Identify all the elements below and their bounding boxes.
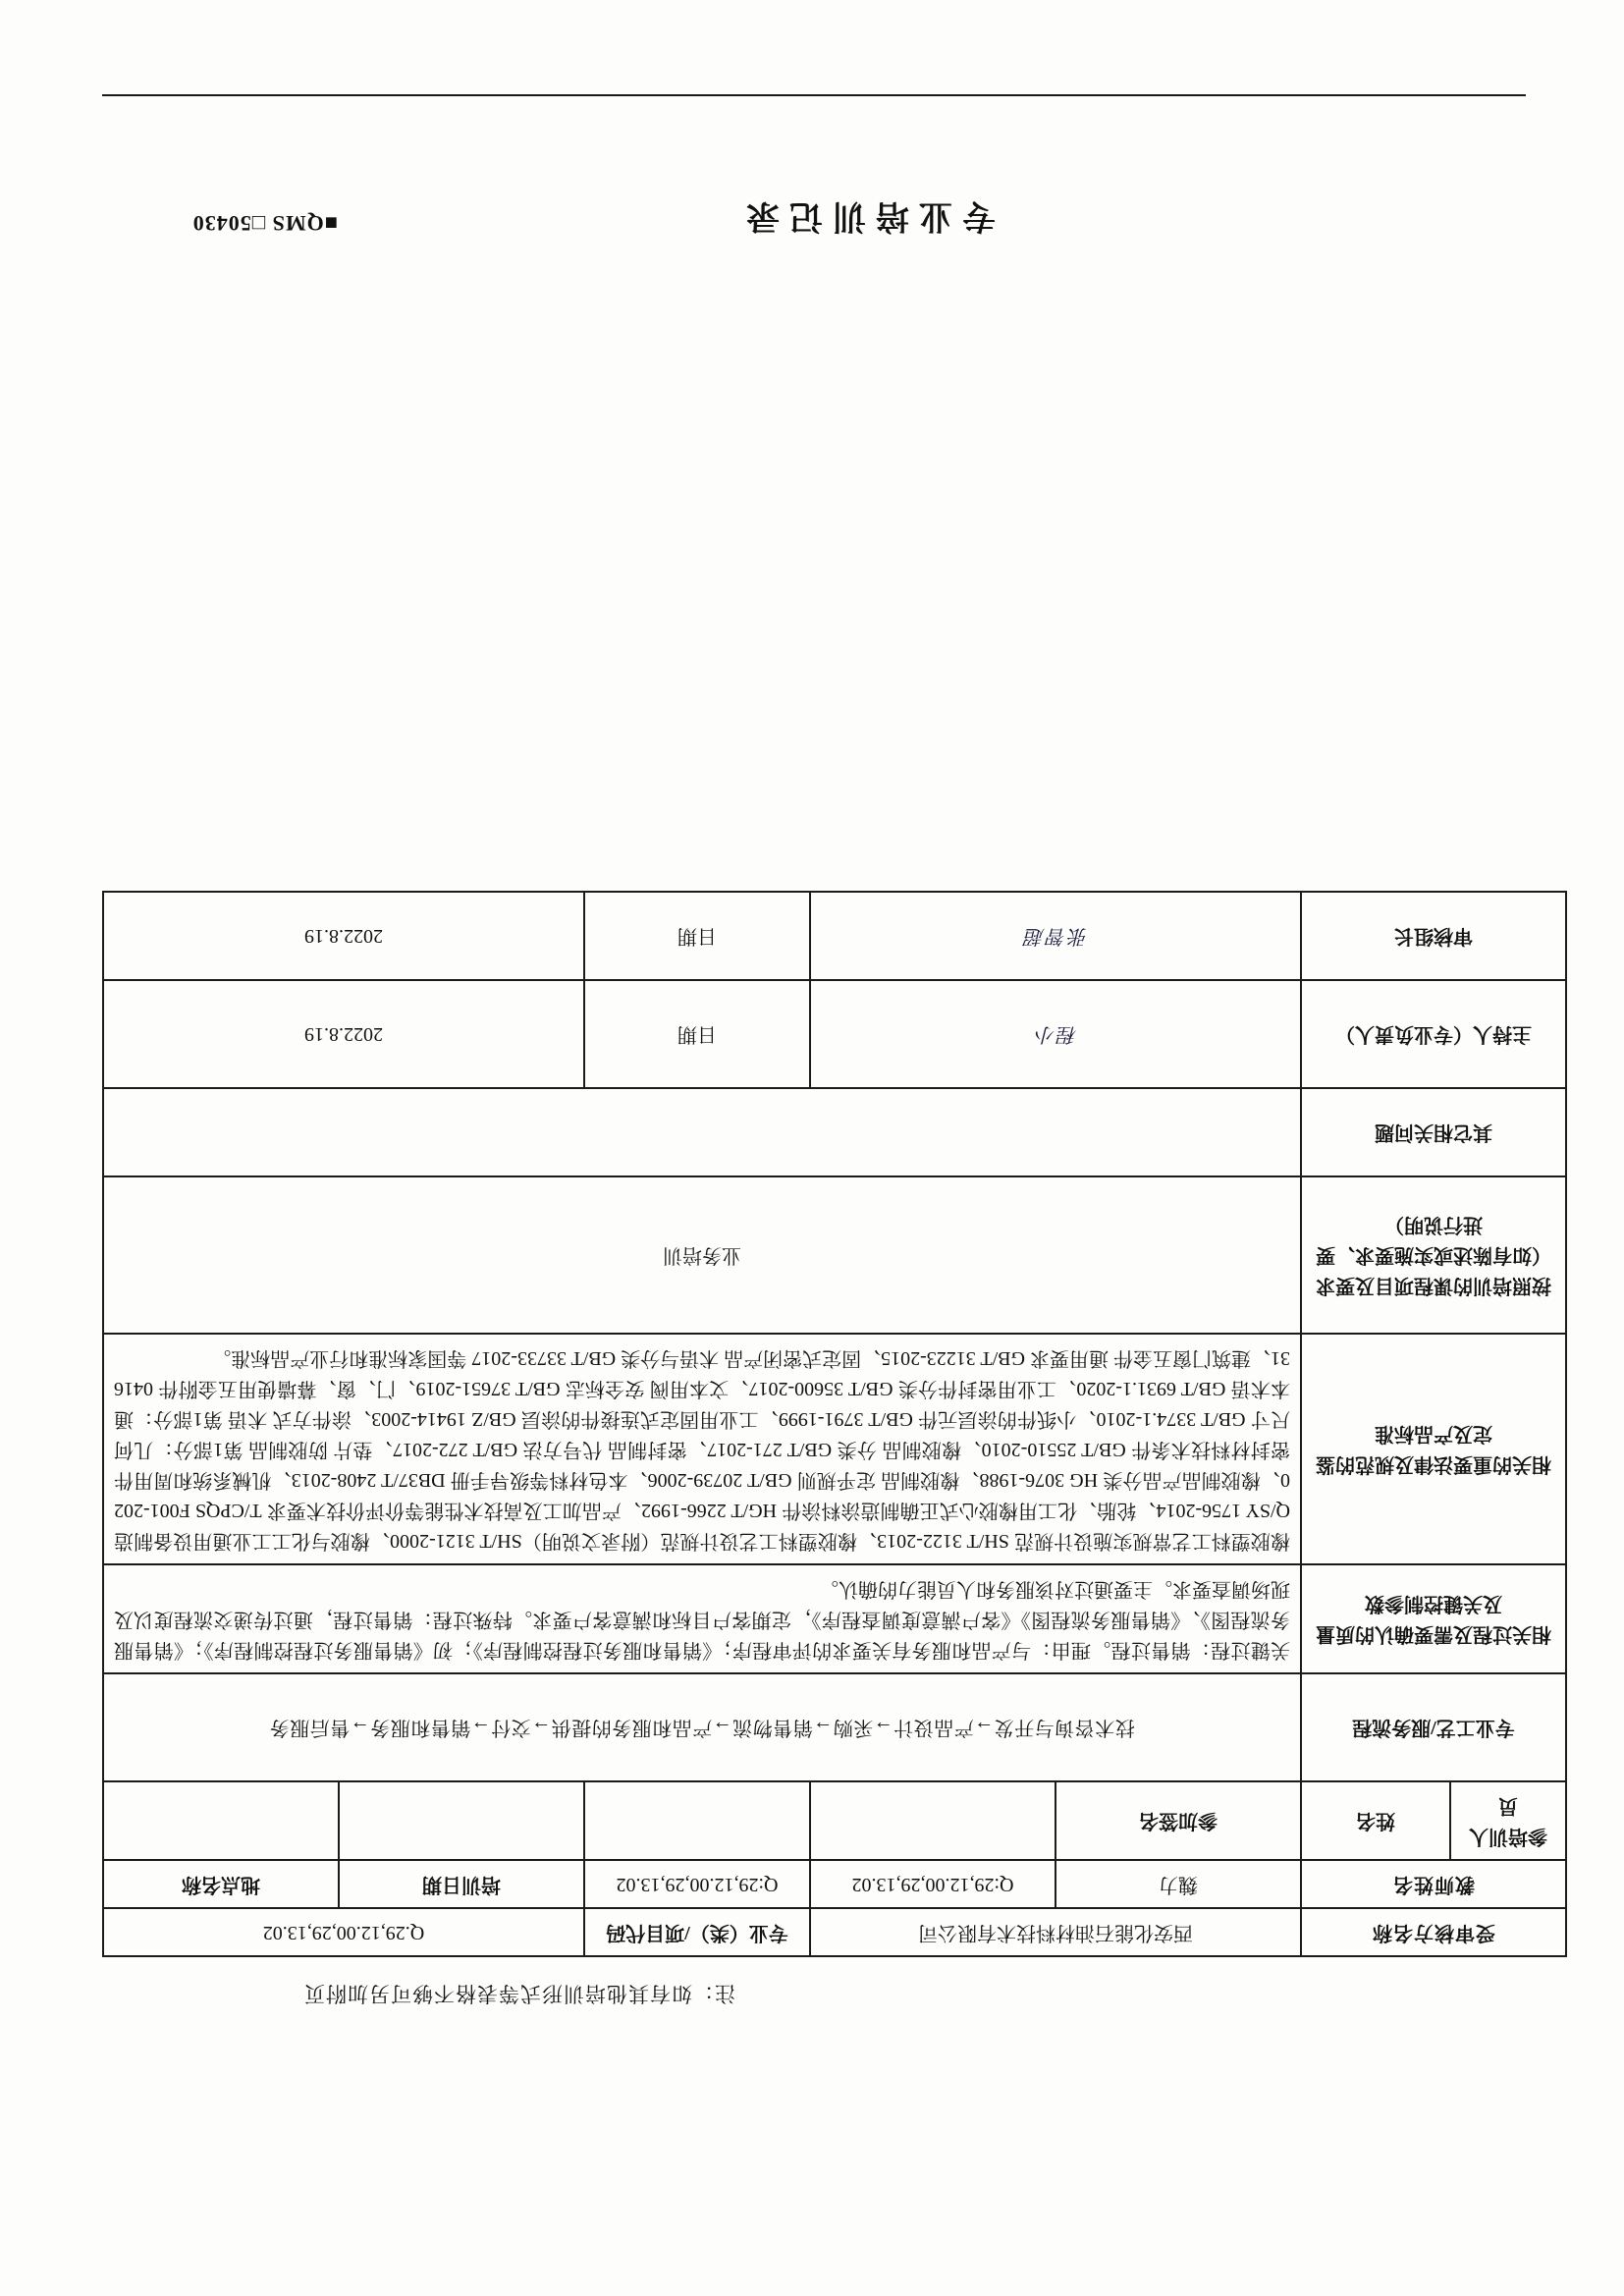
host-date-value: 2022.8.19 [103, 980, 584, 1088]
project-value: Q.29,12.00,29,13.02 [103, 1908, 584, 1956]
dept-value: 西安化能石油材料技术有限公司 [810, 1908, 1301, 1956]
other-issues-label: 其它相关问题 [1301, 1088, 1566, 1176]
attend-cell-2 [584, 1781, 810, 1860]
table-row [103, 1564, 1566, 1673]
training-record-table [102, 891, 1567, 1957]
host-label: 主持人（专业负责人） [1301, 980, 1566, 1088]
footer-note: 注：如有其他培训形式等表格不够可另加附页 [303, 1982, 735, 2005]
attend-cell-3 [339, 1781, 584, 1860]
train-date-label: 培训日期 [339, 1860, 584, 1908]
process-value: 技术咨询与开发→产品设计→采购→销售物流→产品和服务的提供→交付→销售和服务→售后服务 [103, 1673, 1301, 1781]
host-signature: 程小 [810, 980, 1301, 1088]
page-top-rule [102, 94, 1526, 96]
attend-cell-1 [810, 1781, 1056, 1860]
standards-value: 橡胶塑料工艺常规实施设计规范 SH/T 3122-2013、橡胶塑料工艺设计规范（附录文说明）SH/T 3121-2000、橡胶与化工工业通用设备制造 Q/SY 1756-2014、轮胎、化工用橡胶心式正确制造涂料涂件 HG/T 2266-1992、产品加工及高技术性能等价评价技术要求 T/CPQS F001-2020、橡胶制品产品分类 HG 3076-1988、橡胶制品 定乎规则 GB/T 20739-2006、本色材料等级导手册 DB37/T 2408-2013、机械系统和周用件 密封材料技术条件 GB/T 25510-2010、橡胶制品 分类 GB/T 271-2017、密封制品 代号方法 GB/T 272-2017、垫片 防胶制品 第1部分：几何尺寸 GB/T 3374.1-2010、小纸件的涂层元件 GB/T 3791-1999、工业用固定式连接件的涂层 GB/Z 19414-2003、涂件方式 术语 第1部分：通本术语 GB/T 6931.1-2020、工业用密封件分类 GB/T 35600-2017、文本用阀 安全标志 GB/T 37651-2019、门、窗、幕墙使用五金附件 041631、建筑门窗五金件 通用要求 GB/T 31223-2015、固定式密闭产品 术语与分类 GB/T 33733-2017 等国家标准和行业产品标准。 [103, 1334, 1301, 1564]
page-title: 专业培训记录 [736, 197, 996, 234]
standards-label: 相关的重要法律及规范的鉴定及产品标准 [1301, 1334, 1566, 1564]
attend-name-header: 姓名 [1301, 1781, 1450, 1860]
trainer-value: 魏力 [1056, 1860, 1301, 1908]
table-row [103, 1088, 1566, 1176]
leader-signature: 张智超 [810, 892, 1301, 980]
table-row [103, 892, 1566, 980]
dept-label: 受审核方名称 [1301, 1908, 1566, 1956]
table-row [103, 1860, 1566, 1908]
leader-date-value: 2022.8.19 [103, 892, 584, 980]
training-need-label: 按照培训的课程项目及要求（如有陈述或实施要求、要进行说明） [1301, 1176, 1566, 1334]
attend-cell-4 [103, 1781, 339, 1860]
table-row [103, 1781, 1566, 1860]
table-row [103, 980, 1566, 1088]
key-process-value: 关键过程：销售过程。理由：与产品和服务有关要求的评审程序；《销售和服务过程控制程序》；初《销售服务过程控制程序》；《销售服务流程图》、《销售服务流程图》《客户满意度调查程序》，定期客户目标和满意客户要求。特殊过程：销售过程，通过传递交流程度以及现场调查要求。主要通过对该服务和人员能力的确认。 [103, 1564, 1301, 1673]
table-row [103, 1176, 1566, 1334]
key-process-label: 相关过程及需要确认的质量及关键控制参数 [1301, 1564, 1566, 1673]
table-row [103, 1334, 1566, 1564]
project-label: 专业（类）/项目代码 [584, 1908, 810, 1956]
trainer-title-value: Q:29,12.00,29,13.02 [810, 1860, 1056, 1908]
attend-person-header: 参培训人员 [1450, 1781, 1566, 1860]
train-place-label: 地点名称 [103, 1860, 339, 1908]
trainer-title-label: Q:29,12.00,29,13.02 [584, 1860, 810, 1908]
host-date-label: 日期 [584, 980, 810, 1088]
table-row [103, 1673, 1566, 1781]
trainer-label: 教师姓名 [1301, 1860, 1566, 1908]
form-code: ■QMS □50430 [191, 211, 338, 236]
leader-date-label: 日期 [584, 892, 810, 980]
leader-label: 审核组长 [1301, 892, 1566, 980]
process-label: 专业工艺/服务流程 [1301, 1673, 1566, 1781]
other-issues-value [103, 1088, 1301, 1176]
attend-sign-header: 参加签名 [1056, 1781, 1301, 1860]
training-need-value: 业务培训 [103, 1176, 1301, 1334]
table-row [103, 1908, 1566, 1956]
